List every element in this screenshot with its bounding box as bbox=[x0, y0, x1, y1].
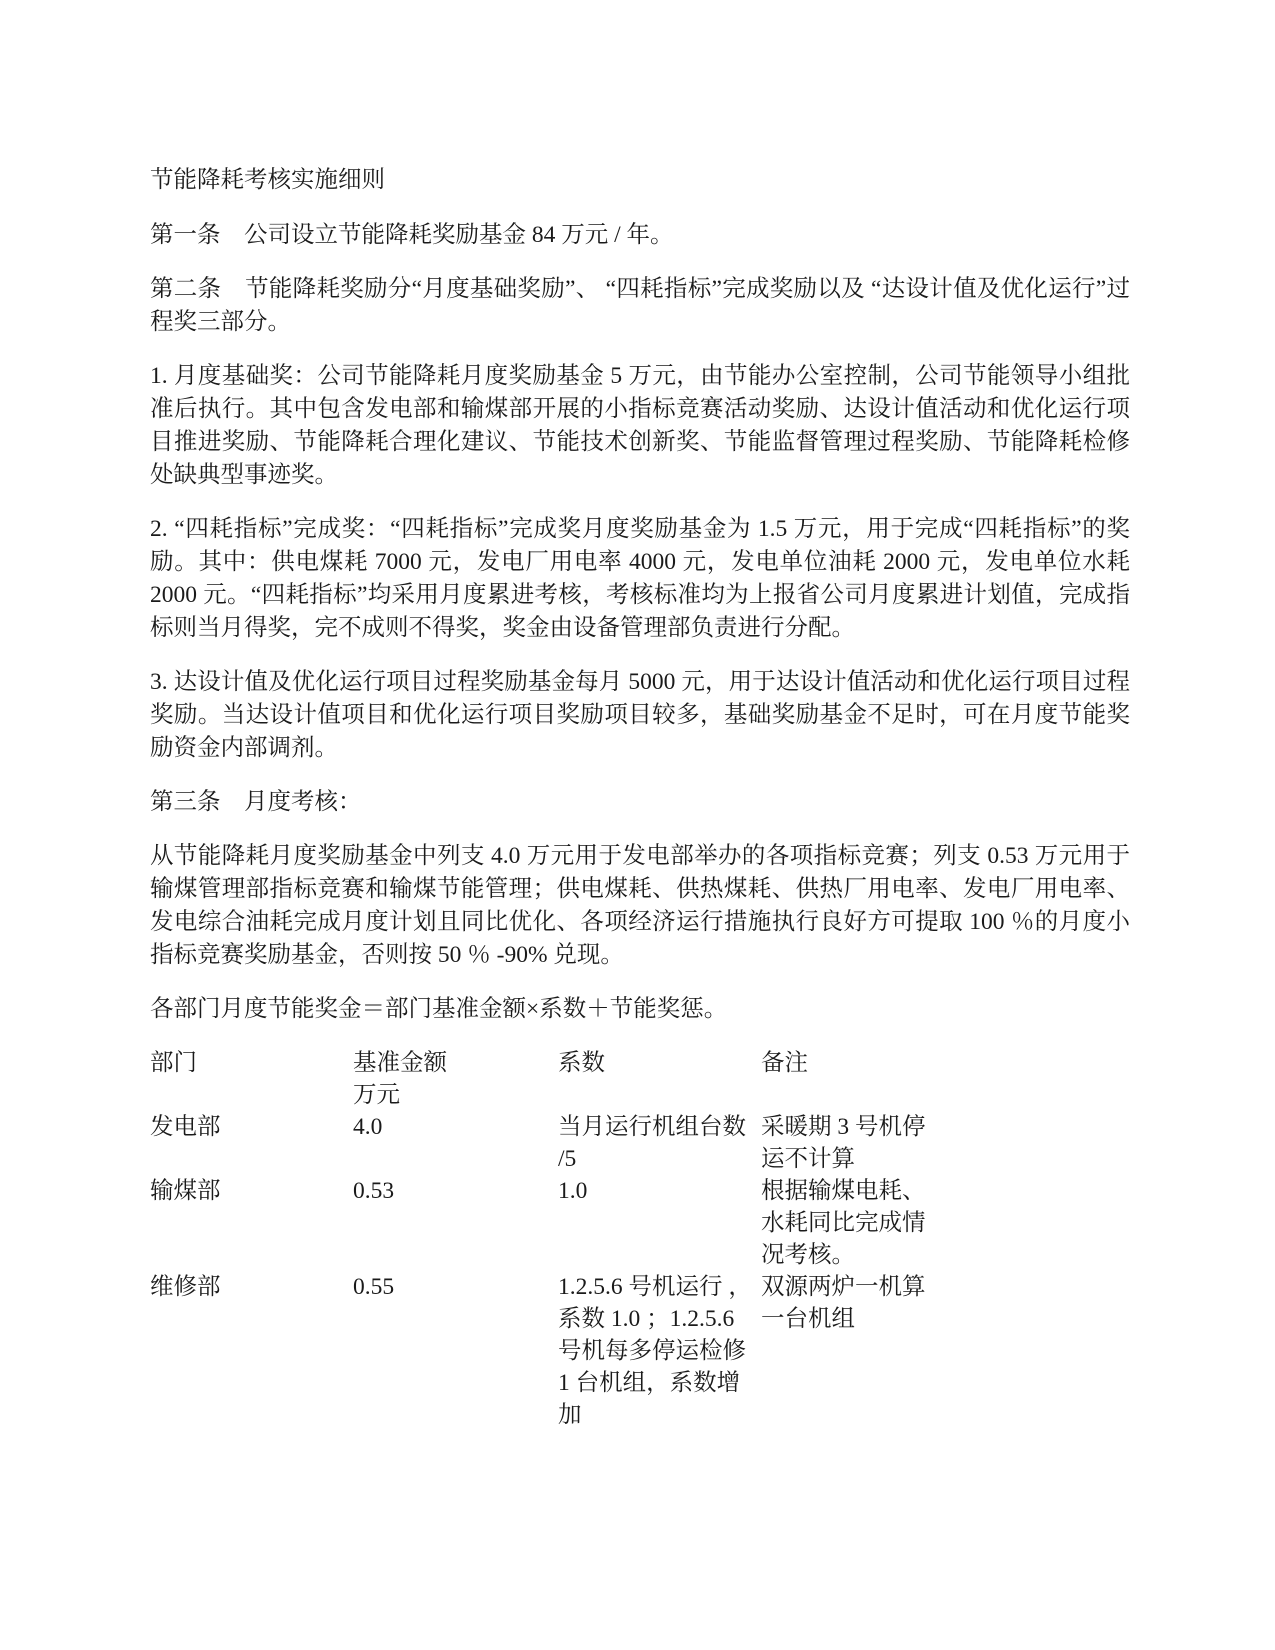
document-title: 节能降耗考核实施细则 bbox=[150, 167, 385, 193]
cell-amount: 0.53 bbox=[353, 1178, 395, 1204]
paragraph-article-2: 第二条 节能降耗奖励分“月度基础奖励”、 “四耗指标”完成奖励以及 “达设计值及优化运行”过程奖三部分。 bbox=[150, 276, 1130, 335]
cell-note: 采暖期 3 号机停运不计算 bbox=[761, 1114, 926, 1172]
cell-amount: 0.55 bbox=[353, 1274, 395, 1300]
header-note: 备注 bbox=[761, 1050, 808, 1076]
document-body bbox=[150, 164, 1136, 1431]
table-row bbox=[150, 1175, 941, 1271]
table-header-row bbox=[150, 1047, 941, 1079]
paragraph-item-1: 1. 月度基础奖：公司节能降耗月度奖励基金 5 万元，由节能办公室控制，公司节能领导小组批准后执行。其中包含发电部和输煤部开展的小指标竞赛活动奖励、达设计值活动和优化运行项目推进奖励、节能降耗合理化建议、节能技术创新奖、节能监督管理过程奖励、节能降耗检修处缺典型事迹奖。 bbox=[150, 363, 1130, 488]
paragraph-monthly-assessment: 从节能降耗月度奖励基金中列支 4.0 万元用于发电部举办的各项指标竞赛；列支 0.53 万元用于输煤管理部指标竞赛和输煤节能管理；供电煤耗、供热煤耗、供热厂用电率、发电厂用电率、发电综合油耗完成月度计划且同比优化、各项经济运行措施执行良好方可提取 100 ％的月度小指标竞赛奖励基金，否则按 50 ％ -90% 兑现。 bbox=[150, 843, 1130, 968]
paragraph-item-2: 2. “四耗指标”完成奖：“四耗指标”完成奖月度奖励基金为 1.5 万元，用于完成“四耗指标”的奖励。其中：供电煤耗 7000 元，发电厂用电率 4000 元，发电单位油耗 2000 元，发电单位水耗 2000 元。“四耗指标”均采用月度累进考核，考核标准均为上报省公司月度累进计划值，完成指标则当月得奖，完不成则不得奖，奖金由设备管理部负责进行分配。 bbox=[150, 516, 1136, 641]
header-coef: 系数 bbox=[558, 1050, 605, 1076]
table-row bbox=[150, 1111, 941, 1175]
cell-note: 双源两炉一机算一台机组 bbox=[761, 1274, 926, 1332]
cell-dept: 维修部 bbox=[150, 1274, 221, 1300]
paragraph-article-1: 第一条 公司设立节能降耗奖励基金 84 万元 / 年。 bbox=[150, 222, 674, 248]
table-row bbox=[150, 1271, 941, 1431]
cell-coef: 1.2.5.6 号机运行 ，系数 1.0 ；1.2.5.6 号机每多停运检修 1 台机组，系数增加 bbox=[558, 1274, 752, 1428]
paragraph-formula: 各部门月度节能奖金＝部门基准金额×系数＋节能奖惩。 bbox=[150, 996, 728, 1022]
amount-unit: 万元 bbox=[353, 1082, 400, 1108]
cell-coef: 1.0 bbox=[558, 1178, 588, 1204]
cell-amount: 4.0 bbox=[353, 1114, 383, 1140]
cell-note: 根据输煤电耗、水耗同比完成情况考核。 bbox=[761, 1178, 926, 1268]
cell-dept: 发电部 bbox=[150, 1114, 221, 1140]
cell-coef: 当月运行机组台数 /5 bbox=[558, 1114, 746, 1172]
table-unit-row bbox=[150, 1079, 941, 1111]
paragraph-item-3: 3. 达设计值及优化运行项目过程奖励基金每月 5000 元，用于达设计值活动和优化运行项目过程奖励。当达设计值项目和优化运行项目奖励项目较多，基础奖励基金不足时，可在月度节能奖励资金内部调剂。 bbox=[150, 669, 1130, 761]
header-dept: 部门 bbox=[150, 1050, 197, 1076]
paragraph-article-3: 第三条 月度考核： bbox=[150, 789, 362, 815]
cell-dept: 输煤部 bbox=[150, 1178, 221, 1204]
header-amount: 基准金额 bbox=[353, 1050, 447, 1076]
department-bonus-table bbox=[150, 1047, 941, 1431]
